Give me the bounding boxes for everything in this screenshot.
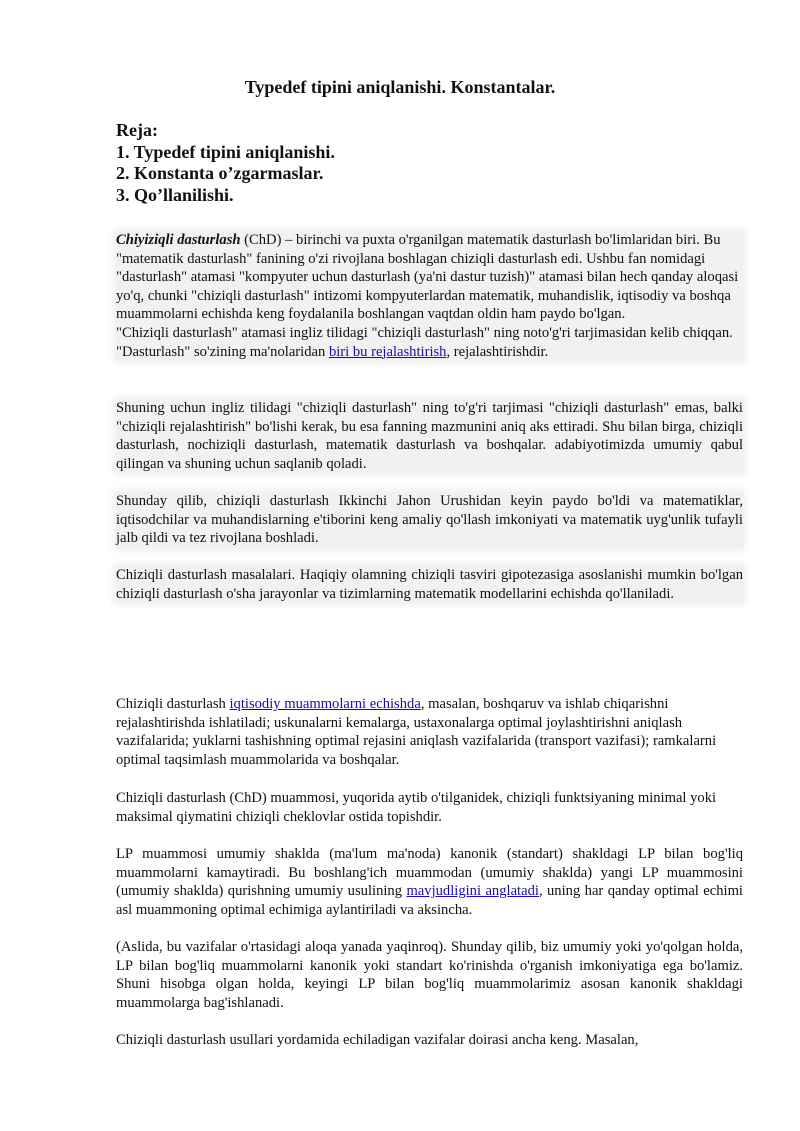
plan-item: 3. Qo’llanilishi. xyxy=(116,184,234,205)
paragraph-problems: Chiziqli dasturlash masalalari. Haqiqiy olamning chiziqli tasviri gipotezasiga asoslanishi mumkin bo'lgan chiziqli dasturlash o'sha jarayonlar va tizimlarning matematik modellarini echishda qo'llaniladi. xyxy=(116,567,743,602)
link-iqtisodiy[interactable]: iqtisodiy muammolarni echishda xyxy=(229,696,421,712)
paragraph-text: , uning har qanday optimal echimi asl muammoning optimal echimiga aylantiriladi va aksincha. xyxy=(116,883,743,918)
paragraph-scope: Chiziqli dasturlash usullari yordamida echiladigan vazifalar doirasi ancha keng. Masalan, xyxy=(116,1032,639,1048)
paragraph-text: "Chiziqli dasturlash" atamasi ingliz tilidagi "chiziqli dasturlash" ning noto'g'ri tarjimasidan kelib chiqqan. "Dasturlash" so'zining ma'nolaridan xyxy=(116,324,733,360)
paragraph-definition: Chiziqli dasturlash (ChD) muammosi, yuqorida aytib o'tilganidek, chiziqli funktsiyaning minimal yoki maksimal qiymatini chiziqli cheklovlar ostida topishdir. xyxy=(116,790,717,825)
paragraph-text: Chiziqli dasturlash xyxy=(116,696,230,712)
paragraph-history: Shunday qilib, chiziqli dasturlash Ikkinchi Jahon Urushidan keyin paydo bo'ldi va matematiklar, iqtisodchilar va muhandislarning e'tiborini keng amaliy qo'llash imkoniyati va matematik uyg'unlik tufayli jalb qildi va tez rivojlana boshladi. xyxy=(116,493,743,547)
link-mavjudligini[interactable]: mavjudligini anglatadi xyxy=(406,883,539,900)
paragraph-relation: (Aslida, bu vazifalar o'rtasidagi aloqa yanada yaqinroq). Shunday qilib, biz umumiy yoki yo'qolgan holda, LP bilan bog'liq muammolarni kanonik yoki standart ko'rinishda o'rganish imkoniyatiga ega bo'lamiz. Shuni hisobga olgan holda, keyingi LP bilan bog'liq muammolarimiz asosan kanonik shakldagi muammolarga bag'ishlanadi. xyxy=(116,939,743,1011)
paragraph-text: , masalan, boshqaruv va ishlab chiqarishni rejalashtirishda ishlatiladi; uskunalarni kemalarga, ustaxonalarga optimal joylashtirishni aniqlash vazifalarida; yuklarni tashishning optimal rejasini aniqlash vazifalarida (transport vazifasi); ramkalarni optimal taqsimlash muammolarida va boshqalar. xyxy=(116,696,717,768)
plan-item: 1. Typedef tipini aniqlanishi. xyxy=(116,141,335,162)
paragraph-applications xyxy=(116,695,743,769)
plan-section xyxy=(116,120,335,206)
paragraph-intro xyxy=(116,231,743,361)
paragraph-text: (ChD) – birinchi va puxta o'rganilgan matematik dasturlash bo'limlaridan biri. Bu "matematik dasturlash" fanining o'zi rivojlana boshlagan chiziqli dasturlash edi. Ushbu fan nomidagi "dasturlash" atamasi "kompyuter uchun dasturlash (ya'ni dastur tuzish)" atamasi bilan hech qanday aloqasi yo'q, chunki "chiziqli dasturlash" intizomi kompyuterlardan matematik, muhandislik, iqtisodiy va boshqa muammolarni echishda keng foydalanila boshlangan vaqtdan oldin ham paydo bo'lgan. xyxy=(116,232,739,323)
term-heading: Chiyiziqli dasturlash xyxy=(116,232,241,248)
link-rejalashtirish[interactable]: biri bu rejalashtirish xyxy=(328,343,447,360)
document-title: Typedef tipini aniqlanishi. Konstantalar. xyxy=(244,77,556,97)
paragraph-canonical xyxy=(116,845,743,919)
plan-heading: Reja: xyxy=(116,120,158,140)
paragraph-translation: Shuning uchun ingliz tilidagi "chiziqli dasturlash" ning to'g'ri tarjimasi "chiziqli dasturlash" emas, balki "chiziqli rejalashtirish" bo'lishi kerak, bu esa fanning mazmunini aniq aks ettiradi. Shu bilan birga, chiziqli dasturlash, nochiziqli dasturlash, matematik dasturlash va boshqalar. adabiyotimizda umumiy qabul qilingan va shuning uchun saqlanib qoladi. xyxy=(116,400,743,472)
paragraph-text: , rejalashtirishdir. xyxy=(446,343,549,360)
plan-item: 2. Konstanta o’zgarmaslar. xyxy=(116,163,324,183)
paragraph-text: LP muammosi umumiy shaklda (ma'lum ma'noda) kanonik (standart) shakldagi LP bilan bog'liq muammolarni kamaytiradi. Bu boshlang'ich muammodan (umumiy shaklda) yangi LP muammosini (umumiy shaklda) qurishning umumiy usulining xyxy=(116,846,743,900)
